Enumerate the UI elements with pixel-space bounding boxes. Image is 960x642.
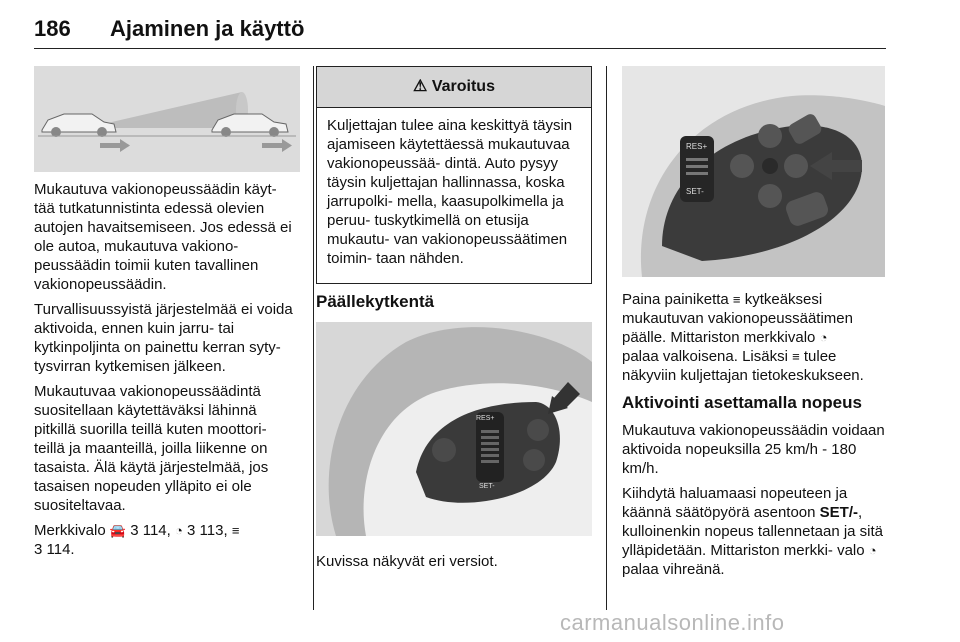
warning-header bbox=[317, 67, 591, 108]
vehicle-ahead-icon: ≡ bbox=[732, 292, 741, 307]
warning-box bbox=[316, 66, 592, 284]
warning-title: Varoitus bbox=[431, 78, 495, 95]
warning-text: Kuljettajan tulee aina keskittyä täysin ajamiseen käytettäessä mukautuvaa vakionopeussää- dintä. Auto pysyy täysin kuljettajan hallinnassa, koska jarrupolki- mella, kaasupolkimella ja peruu- tuskytkimellä on etusija mukautu- van vakionopeussäätimen toimin- taan nähden. bbox=[327, 117, 573, 267]
column-1 bbox=[34, 180, 300, 565]
car-icon: 🚘 bbox=[109, 523, 127, 538]
steering-wheel-figure bbox=[316, 322, 592, 536]
ref-arrow-icon: 3 bbox=[187, 522, 196, 539]
warning-icon: ⚠ bbox=[413, 78, 428, 95]
res-label: RES+ bbox=[476, 415, 495, 422]
steering-wheel-closeup-figure bbox=[622, 66, 885, 277]
heading-activation: Päällekytkentä bbox=[316, 292, 435, 311]
paragraph: Mukautuvaa vakionopeussäädintä suositellaan käytettäväksi lähinnä pitkillä suorilla teillä kuten moottori- teillä ja maanteillä, joilla liikenne on tasaista. Älä käytä järjestelmää, jos tasaisen nopeuden ylläpito ei ole suositeltavaa. bbox=[34, 383, 269, 514]
ref-page: 113, bbox=[199, 522, 228, 539]
radar-figure bbox=[34, 66, 300, 172]
paragraph: Turvallisuussyistä järjestelmää ei voida aktivoida, ennen kuin jarru- tai kytkinpoljinta on painettu kerran syty- tysvirran kytkemisen jälkeen. bbox=[34, 301, 293, 375]
section-title: Ajaminen ja käyttö bbox=[110, 16, 305, 41]
ref-arrow-icon: 3 bbox=[34, 541, 43, 558]
reference-line bbox=[34, 521, 300, 559]
page-number: 186 bbox=[34, 16, 71, 41]
speedometer-icon: ◔ bbox=[868, 543, 877, 558]
page-header bbox=[34, 12, 886, 49]
vehicle-ahead-icon: ≡ bbox=[792, 349, 800, 364]
paragraph: Mukautuva vakionopeussäädin voidaan aktivoida nopeuksilla 25 km/h - 180 km/h. bbox=[622, 422, 885, 477]
column-divider bbox=[606, 66, 607, 610]
heading-set-speed: Aktivointi asettamalla nopeus bbox=[622, 393, 862, 412]
set-label: SET- bbox=[686, 187, 704, 196]
vehicle-ahead-icon: ≡ bbox=[231, 523, 240, 538]
ref-prefix: Merkkivalo bbox=[34, 522, 106, 539]
paragraph: Kiihdytä haluamaasi nopeuteen ja käännä säätöpyörä asentoon SET/-, kulloinenkin nopeus tallennetaan ja sitä ylläpidetään. Mittariston merkki- valo ◔ palaa vihreänä. bbox=[622, 485, 884, 578]
ref-page: 114. bbox=[46, 541, 75, 558]
speedometer-icon: ◔ bbox=[175, 523, 183, 538]
paragraph: Paina painiketta ≡ kytkeäksesi mukautuvan vakionopeussäätimen päälle. Mittariston merkkivalo ◔ palaa valkoisena. Lisäksi ≡ tulee näkyviin kuljettajan tietokeskukseen. bbox=[622, 291, 864, 384]
res-label: RES+ bbox=[686, 142, 708, 151]
set-label: SET- bbox=[479, 483, 495, 490]
figure-caption: Kuvissa näkyvät eri versiot. bbox=[316, 553, 498, 570]
column-3 bbox=[622, 290, 888, 585]
ref-arrow-icon: 3 bbox=[130, 522, 139, 539]
watermark: carmanualsonline.info bbox=[560, 610, 785, 635]
ref-page: 114, bbox=[142, 522, 171, 539]
column-divider bbox=[313, 66, 314, 610]
speedometer-icon: ◔ bbox=[819, 330, 828, 345]
paragraph: Mukautuva vakionopeussäädin käyt- tää tutkatunnistinta edessä olevien autojen havaitsemiseen. Jos edessä ei ole autoa, mukautuva vakiono- peussäädin toimii kuten tavallinen vakionopeussäädin. bbox=[34, 181, 292, 293]
set-label: SET/- bbox=[819, 504, 858, 521]
